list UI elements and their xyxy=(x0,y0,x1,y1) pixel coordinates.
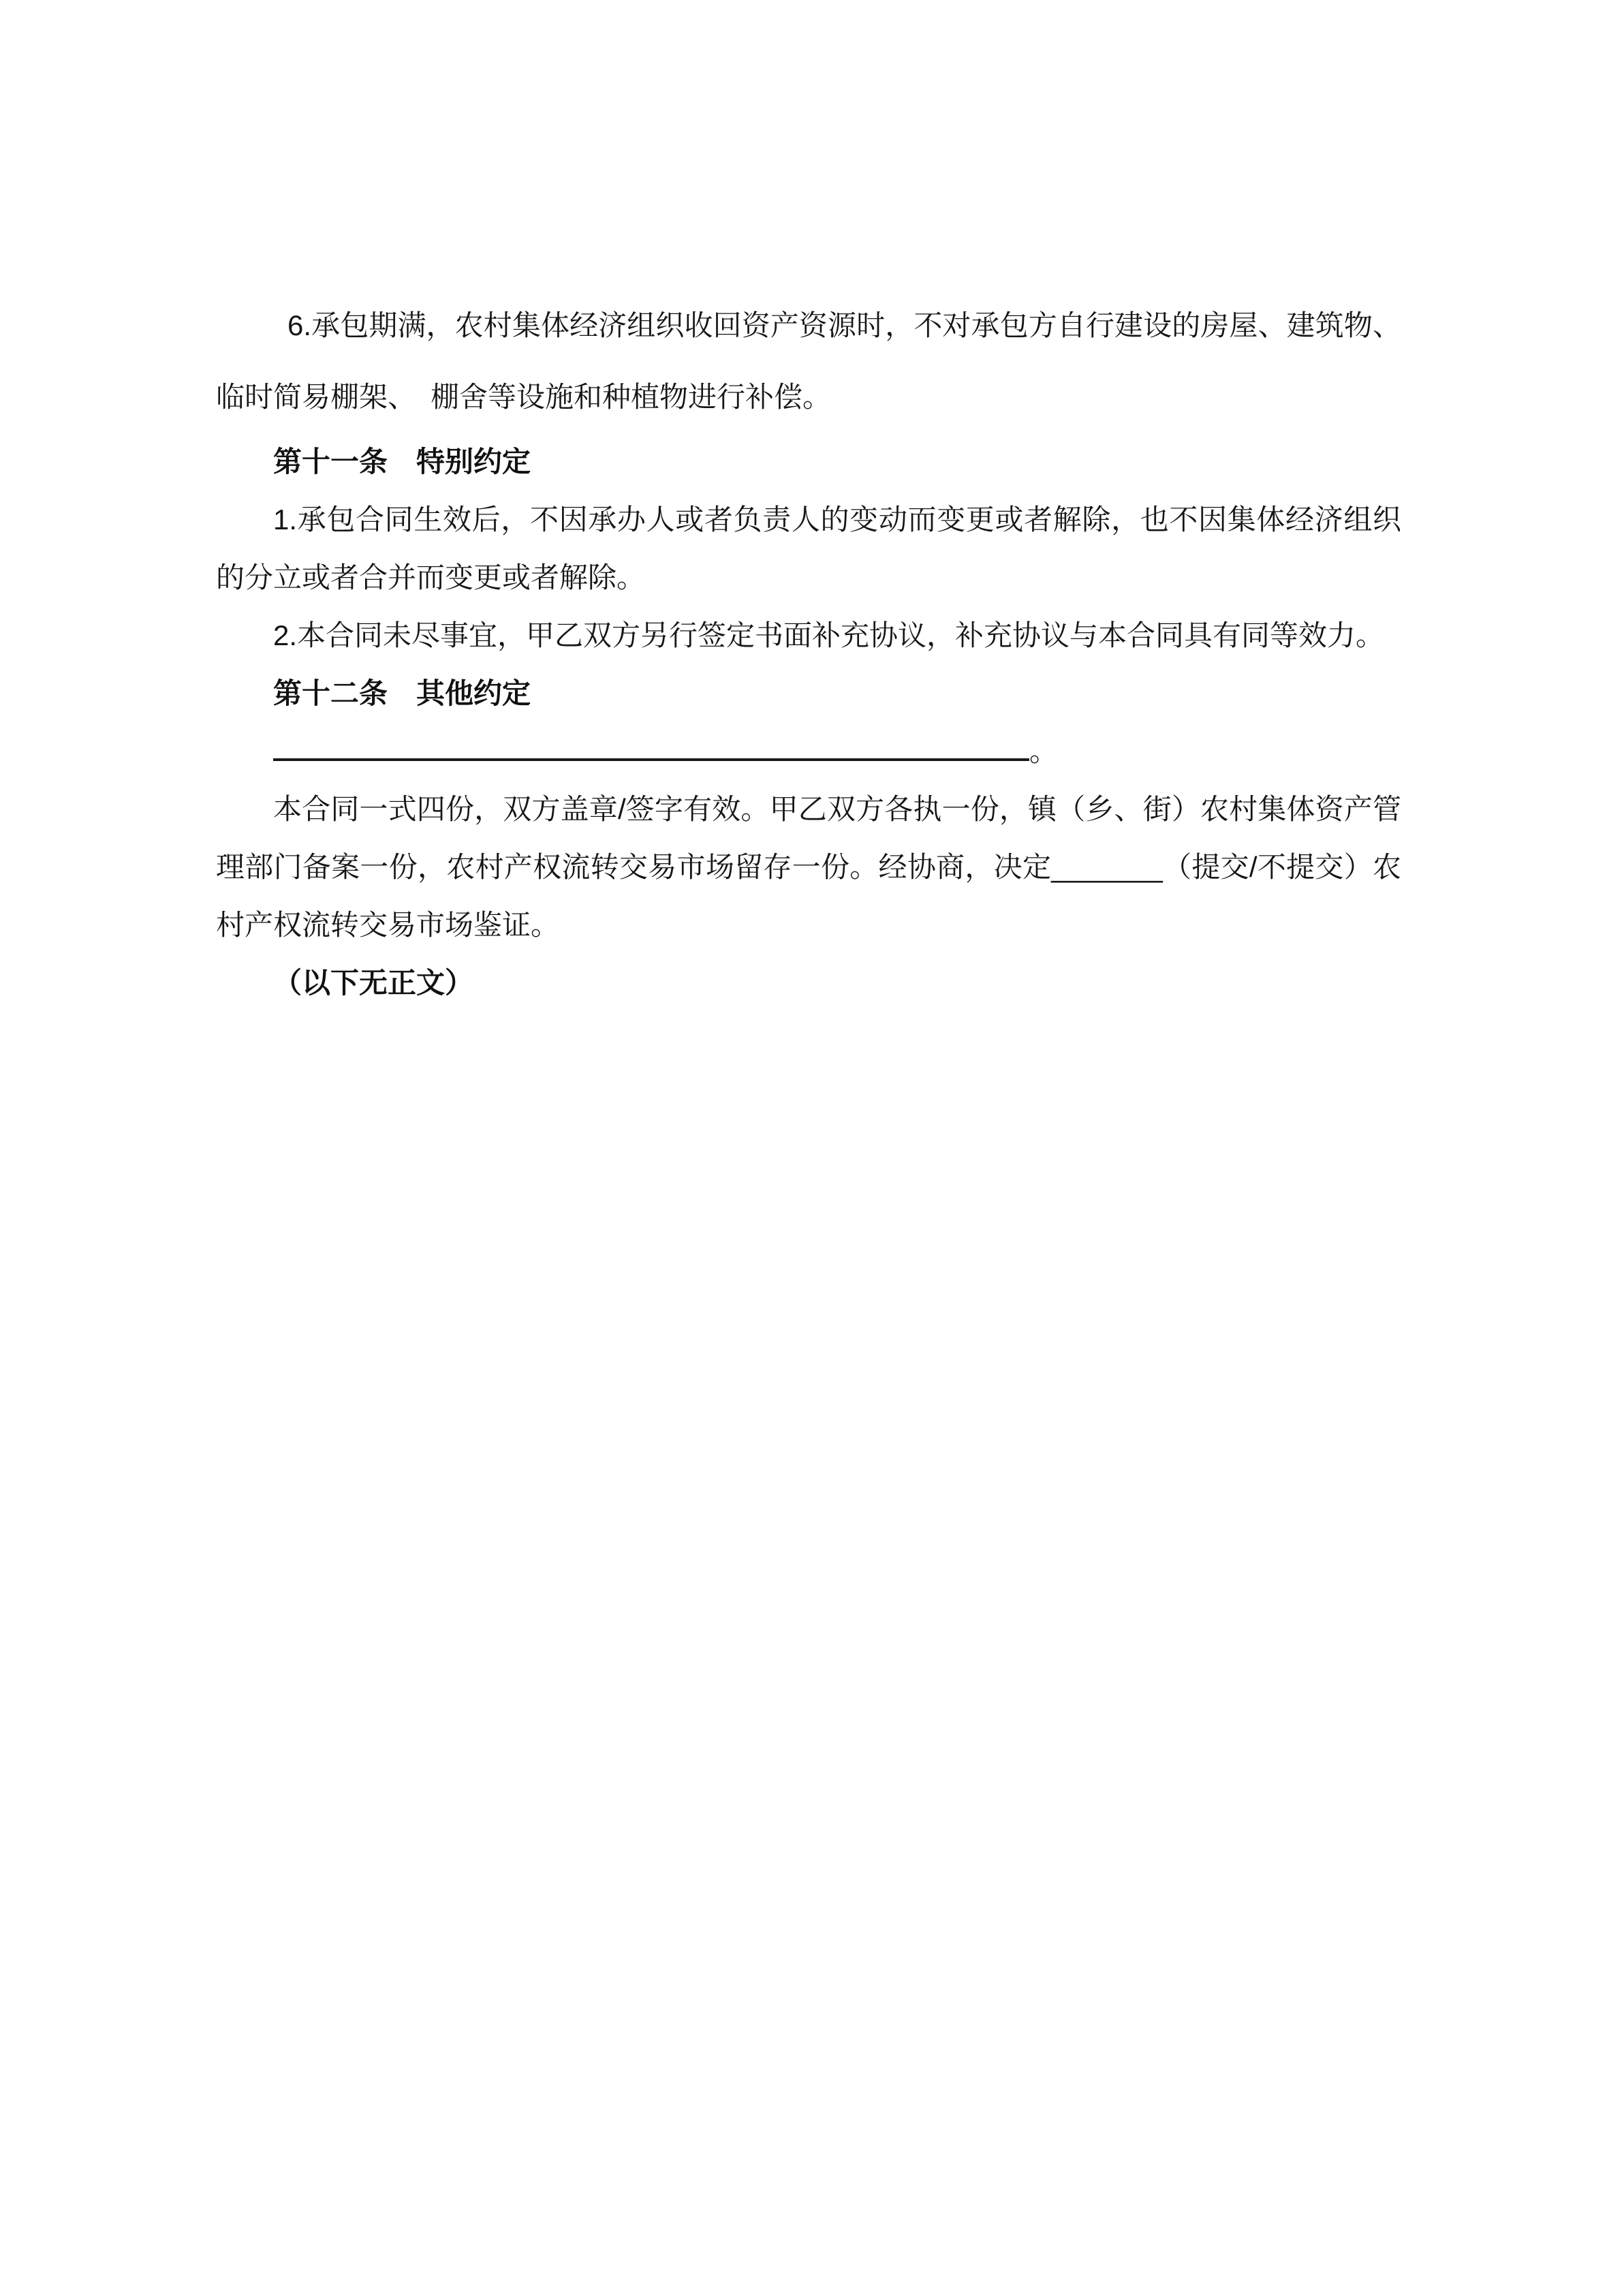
para-article-11-item-2: 2.本合同未尽事宜，甲乙双方另行签定书面补充协议，补充协议与本合同具有同等效力。 xyxy=(273,619,1385,651)
para-copies-and-filing-clause: 本合同一式四份，双方盖章/签字有效。甲乙双方各执一份，镇（乡、街）农村集体资产管理部门备案一份，农村产权流转交易市场留存一份。经协商，决定_______（提交/不提交）农村产权流转交易市场鉴证。 xyxy=(216,793,1401,941)
no-more-text-note: （以下无正文） xyxy=(273,967,474,999)
para-clause-6-compensation: 6.承包期满，农村集体经济组织收回资产资源时，不对承包方自行建设的房屋、建筑物、临时简易棚架、 棚舍等设施和种植物进行补偿。 xyxy=(216,309,1401,413)
heading-article-11: 第十一条 特别约定 xyxy=(273,446,531,478)
para-article-11-item-1: 1.承包合同生效后，不因承办人或者负责人的变动而变更或者解除，也不因集体经济组织的分立或者合并而变更或者解除。 xyxy=(216,503,1401,593)
blank-row-period: 。 xyxy=(1029,735,1059,767)
fill-in-blank-row xyxy=(216,722,1401,780)
blank-underline xyxy=(273,757,1029,761)
contract-page-body xyxy=(216,0,1401,1012)
heading-article-12: 第十二条 其他约定 xyxy=(273,677,531,709)
